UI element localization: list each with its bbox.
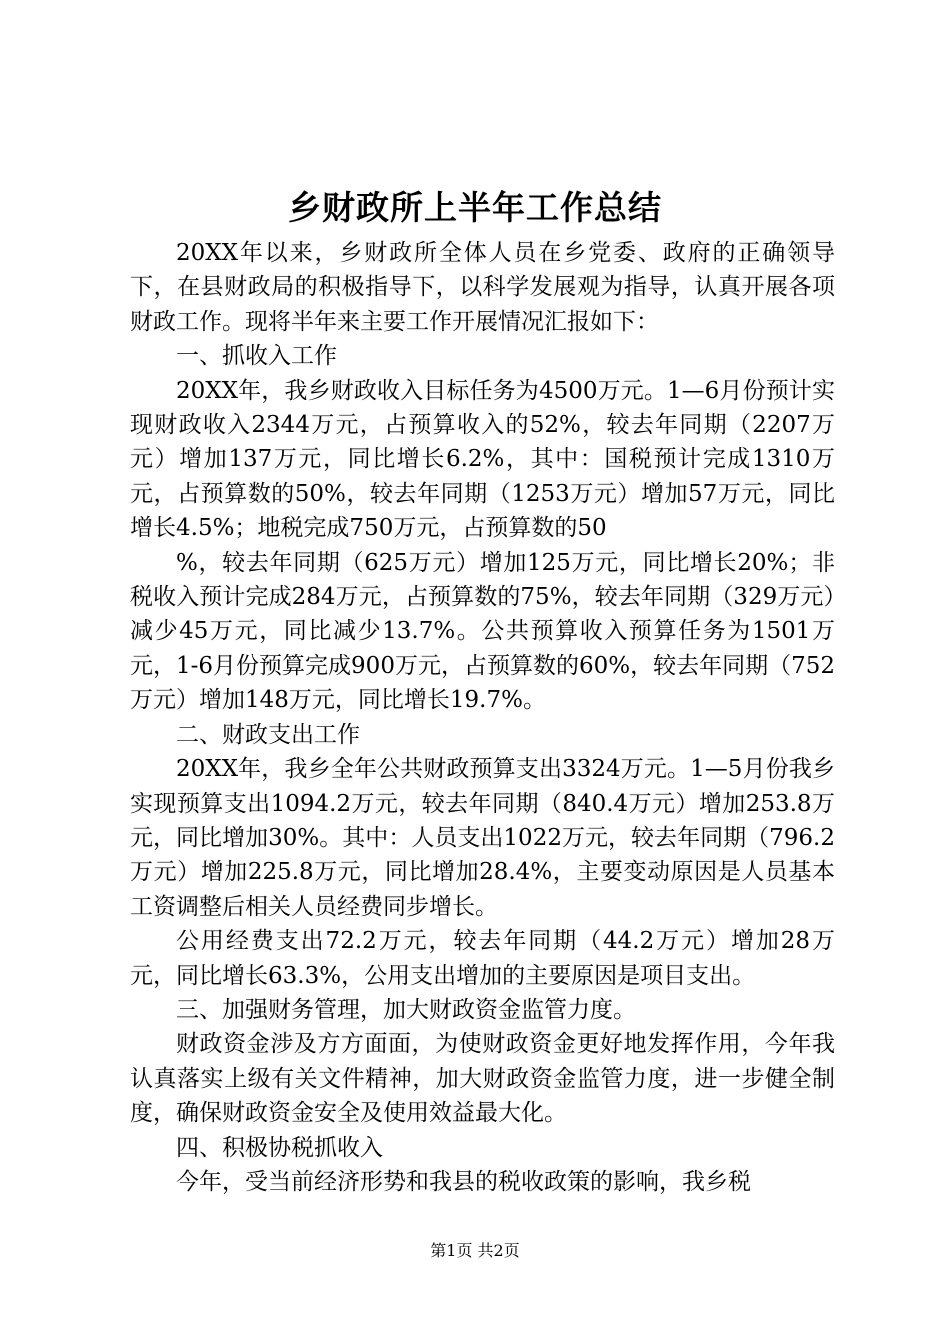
public-expense-paragraph: 公用经费支出72.2万元，较去年同期（44.2万元）增加28万元，同比增长63.3%，公用支出增加的主要原因是项目支出。 <box>130 928 835 989</box>
intro-paragraph: 20XX年以来，乡财政所全体人员在乡党委、政府的正确领导下，在县财政局的积极指导下，以科学发展观为指导，认真开展各项财政工作。现将半年来主要工作开展情况汇报如下： <box>130 240 835 335</box>
document-body <box>130 236 835 1199</box>
expenditure-paragraph: 20XX年，我乡全年公共财政预算支出3324万元。1—5月份我乡实现预算支出1094.2万元，较去年同期（840.4万元）增加253.8万元，同比增加30%。其中：人员支出1022万元，较去年同期（796.2万元）增加225.8万元，同比增加28.4%，主要变动原因是人员基本工资调整后相关人员经费同步增长。 <box>130 756 835 920</box>
tax-paragraph: 今年，受当前经济形势和我县的税收政策的影响，我乡税 <box>176 1168 751 1195</box>
section-heading-expenditure: 二、财政支出工作 <box>176 721 360 748</box>
management-paragraph: 财政资金涉及方方面面，为使财政资金更好地发挥作用，今年我认真落实上级有关文件精神，加大财政资金监管力度，进一步健全制度，确保财政资金安全及使用效益最大化。 <box>130 1031 835 1127</box>
page-number: 第1页 共2页 <box>430 1241 520 1260</box>
section-heading-management: 三、加强财务管理，加大财政资金监管力度。 <box>176 996 636 1023</box>
document-title: 乡财政所上半年工作总结 <box>288 188 662 227</box>
revenue-paragraph: 20XX年，我乡财政收入目标任务为4500万元。1—6月份预计实现财政收入2344万元，占预算收入的52%，较去年同期（2207万元）增加137万元，同比增长6.2%，其中：国税预计完成1310万元，占预算数的50%，较去年同期（1253万元）增加57万元，同比增长4.5%；地税完成750万元，占预算数的50 <box>130 377 835 542</box>
section-heading-tax: 四、积极协税抓收入 <box>176 1134 383 1161</box>
revenue-paragraph-continued: %，较去年同期（625万元）增加125万元，同比增长20%；非税收入预计完成284万元，占预算数的75%，较去年同期（329万元）减少45万元，同比减少13.7%。公共预算收入预算任务为1501万元，1-6月份预算完成900万元，占预算数的60%，较去年同期（752万元）增加148万元，同比增长19.7%。 <box>130 549 835 714</box>
section-heading-revenue: 一、抓收入工作 <box>176 343 337 370</box>
